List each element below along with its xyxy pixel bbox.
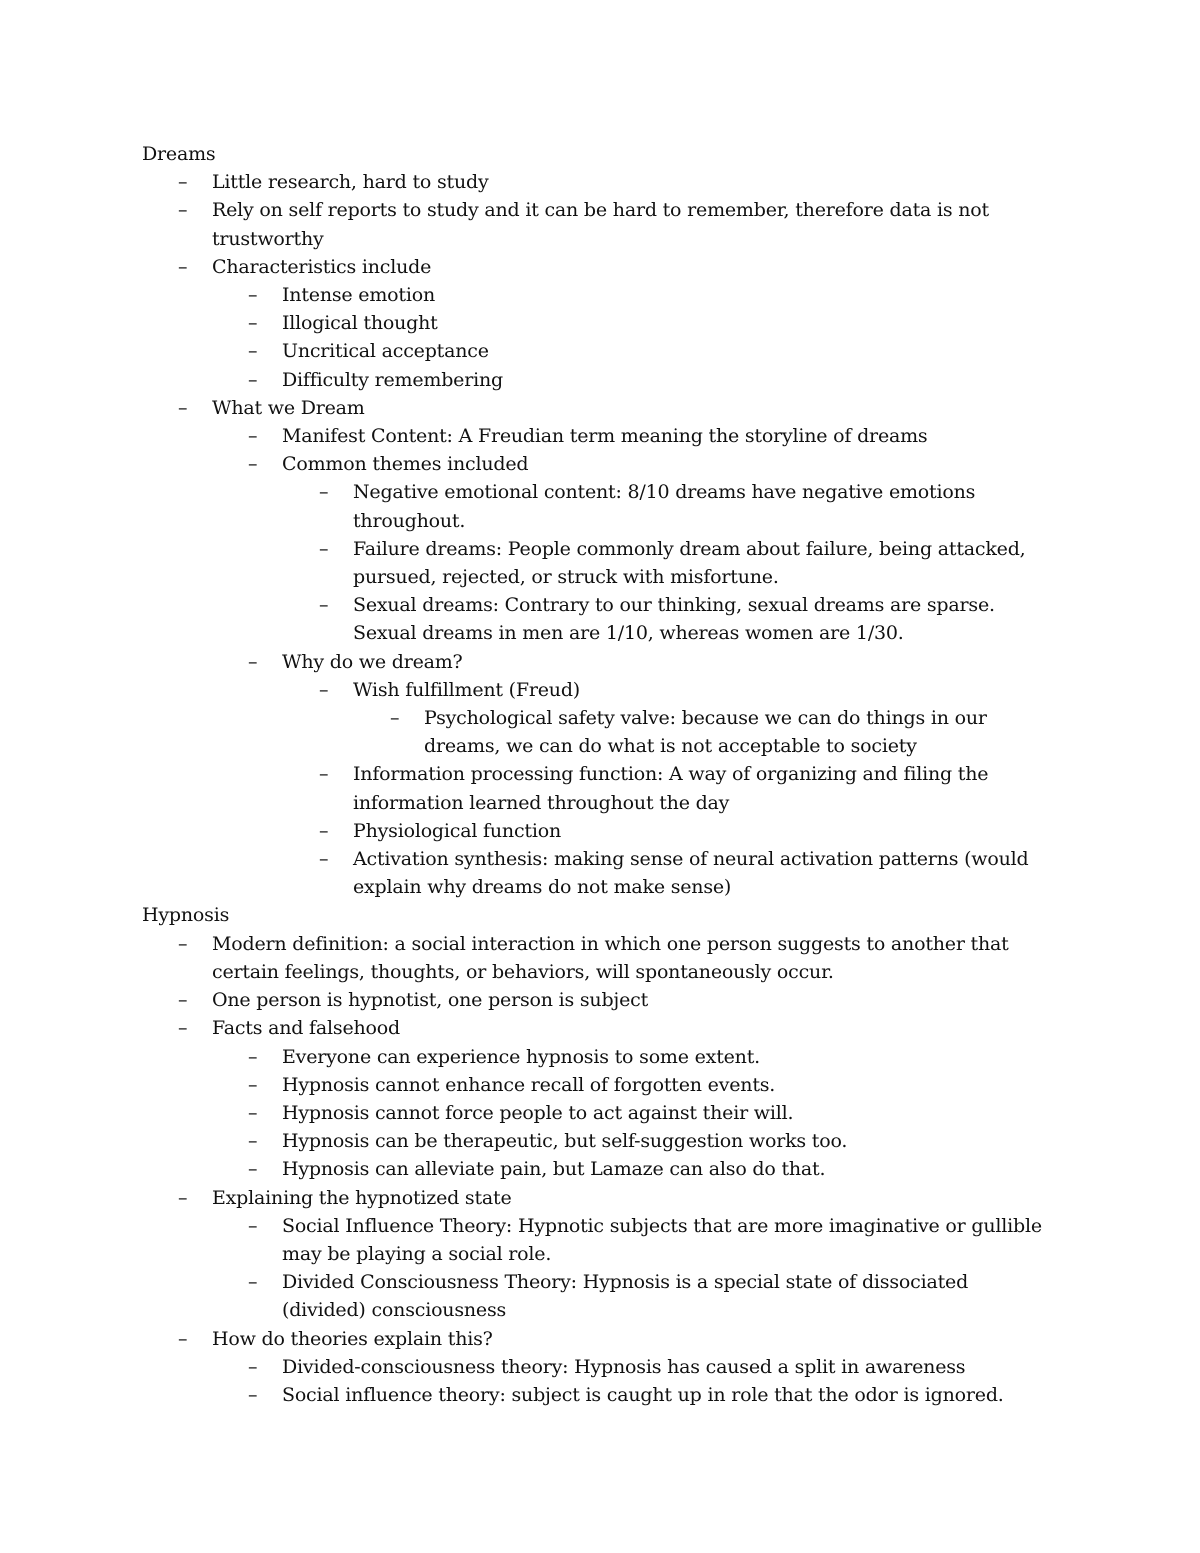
bullet-dash: –	[178, 1186, 188, 1209]
outline-item	[142, 986, 1100, 1014]
outline-item	[142, 676, 1100, 704]
outline-text: Manifest Content: A Freudian term meaning the storyline of dreams	[282, 425, 928, 448]
outline-text: Social Influence Theory: Hypnotic subjects that are more imaginative or gullible	[282, 1214, 1042, 1237]
outline-item	[142, 281, 1100, 309]
bullet-dash: –	[178, 171, 188, 194]
outline-item	[142, 394, 1100, 422]
outline-text: Psychological safety valve: because we can do things in our	[424, 707, 987, 730]
outline-text: Information processing function: A way of organizing and filing the	[353, 763, 989, 786]
outline-item	[142, 1184, 1100, 1212]
bullet-dash: –	[248, 1383, 258, 1406]
outline-item	[142, 591, 1100, 619]
outline-text: Divided Consciousness Theory: Hypnosis is a special state of dissociated	[282, 1271, 969, 1294]
outline-item	[142, 1353, 1100, 1381]
outline-text: What we Dream	[212, 396, 365, 419]
outline-text: Sexual dreams: Contrary to our thinking, sexual dreams are sparse.	[353, 594, 995, 617]
outline-text: certain feelings, thoughts, or behaviors, will spontaneously occur.	[212, 960, 834, 983]
outline-item	[142, 704, 1100, 732]
outline-text: Little research, hard to study	[212, 171, 489, 194]
outline-item	[142, 732, 1100, 760]
outline-item	[142, 563, 1100, 591]
bullet-dash: –	[248, 312, 258, 335]
outline-item	[142, 873, 1100, 901]
section-heading	[142, 901, 1100, 929]
bullet-dash: –	[248, 1073, 258, 1096]
outline-text: Activation synthesis: making sense of neural activation patterns (would	[353, 848, 1029, 871]
outline-text: (divided) consciousness	[282, 1299, 507, 1322]
outline-item	[142, 1127, 1100, 1155]
outline-item	[142, 958, 1100, 986]
bullet-dash: –	[319, 678, 329, 701]
outline-text: Facts and falsehood	[212, 1017, 400, 1040]
outline-text: Wish fulfillment (Freud)	[353, 678, 581, 701]
outline-text: Hypnosis cannot force people to act against their will.	[282, 1101, 794, 1124]
outline-text: dreams, we can do what is not acceptable to society	[424, 735, 917, 758]
outline-text: Intense emotion	[282, 284, 435, 307]
bullet-dash: –	[178, 989, 188, 1012]
outline-item	[142, 1296, 1100, 1324]
outline-item	[142, 450, 1100, 478]
outline-text: Rely on self reports to study and it can be hard to remember, therefore data is not	[212, 199, 989, 222]
outline-item	[142, 422, 1100, 450]
bullet-dash: –	[248, 425, 258, 448]
notes-outline	[142, 140, 1100, 1409]
outline-text: Explaining the hypnotized state	[212, 1186, 512, 1209]
outline-item	[142, 930, 1100, 958]
outline-text: Everyone can experience hypnosis to some extent.	[282, 1045, 760, 1068]
outline-text: Failure dreams: People commonly dream about failure, being attacked,	[353, 537, 1026, 560]
outline-text: How do theories explain this?	[212, 1327, 493, 1350]
outline-item	[142, 619, 1100, 647]
outline-item	[142, 225, 1100, 253]
bullet-dash: –	[178, 199, 188, 222]
bullet-dash: –	[248, 1130, 258, 1153]
outline-item	[142, 1099, 1100, 1127]
bullet-dash: –	[248, 284, 258, 307]
outline-item	[142, 309, 1100, 337]
outline-text: Sexual dreams in men are 1/10, whereas women are 1/30.	[353, 622, 904, 645]
outline-text: explain why dreams do not make sense)	[353, 876, 732, 899]
outline-text: Difficulty remembering	[282, 368, 503, 391]
outline-item	[142, 760, 1100, 788]
outline-text: Characteristics include	[212, 255, 432, 278]
outline-text: Negative emotional content: 8/10 dreams have negative emotions	[353, 481, 976, 504]
outline-item	[142, 1240, 1100, 1268]
outline-item	[142, 1212, 1100, 1240]
bullet-dash: –	[178, 932, 188, 955]
outline-item	[142, 845, 1100, 873]
outline-text: Uncritical acceptance	[282, 340, 489, 363]
bullet-dash: –	[319, 537, 329, 560]
bullet-dash: –	[248, 1101, 258, 1124]
bullet-dash: –	[319, 481, 329, 504]
bullet-dash: –	[319, 594, 329, 617]
outline-item	[142, 507, 1100, 535]
outline-text: Physiological function	[353, 819, 561, 842]
outline-item	[142, 478, 1100, 506]
bullet-dash: –	[178, 1327, 188, 1350]
outline-item	[142, 366, 1100, 394]
outline-item	[142, 1268, 1100, 1296]
outline-text: Social influence theory: subject is caught up in role that the odor is ignored.	[282, 1383, 1004, 1406]
outline-text: pursued, rejected, or struck with misfortune.	[353, 566, 779, 589]
outline-text: trustworthy	[212, 227, 324, 250]
outline-text: Divided-consciousness theory: Hypnosis has caused a split in awareness	[282, 1355, 966, 1378]
outline-item	[142, 789, 1100, 817]
outline-text: may be playing a social role.	[282, 1242, 552, 1265]
outline-text: Modern definition: a social interaction in which one person suggests to another that	[212, 932, 1009, 955]
bullet-dash: –	[248, 1214, 258, 1237]
outline-text: throughout.	[353, 509, 466, 532]
bullet-dash: –	[248, 1271, 258, 1294]
outline-item	[142, 535, 1100, 563]
outline-item	[142, 1325, 1100, 1353]
outline-text: Hypnosis can be therapeutic, but self-suggestion works too.	[282, 1130, 848, 1153]
outline-item	[142, 817, 1100, 845]
outline-item	[142, 1155, 1100, 1183]
outline-text: One person is hypnotist, one person is subject	[212, 989, 649, 1012]
bullet-dash: –	[390, 707, 400, 730]
outline-text: Illogical thought	[282, 312, 438, 335]
outline-text: Hypnosis cannot enhance recall of forgotten events.	[282, 1073, 776, 1096]
outline-text: Dreams	[142, 143, 216, 165]
bullet-dash: –	[319, 819, 329, 842]
outline-text: information learned throughout the day	[353, 791, 730, 814]
bullet-dash: –	[248, 340, 258, 363]
outline-text: Hypnosis can alleviate pain, but Lamaze can also do that.	[282, 1158, 826, 1181]
bullet-dash: –	[178, 396, 188, 419]
bullet-dash: –	[178, 255, 188, 278]
outline-item	[142, 1014, 1100, 1042]
bullet-dash: –	[248, 368, 258, 391]
bullet-dash: –	[248, 453, 258, 476]
outline-item	[142, 196, 1100, 224]
outline-item	[142, 1071, 1100, 1099]
outline-item	[142, 337, 1100, 365]
bullet-dash: –	[248, 1045, 258, 1068]
outline-item	[142, 1381, 1100, 1409]
bullet-dash: –	[248, 650, 258, 673]
outline-item	[142, 648, 1100, 676]
outline-item	[142, 168, 1100, 196]
outline-text: Why do we dream?	[282, 650, 463, 673]
bullet-dash: –	[248, 1158, 258, 1181]
bullet-dash: –	[319, 763, 329, 786]
outline-text: Hypnosis	[142, 904, 230, 927]
bullet-dash: –	[319, 848, 329, 871]
outline-text: Common themes included	[282, 453, 529, 476]
bullet-dash: –	[178, 1017, 188, 1040]
bullet-dash: –	[248, 1355, 258, 1378]
outline-item	[142, 1043, 1100, 1071]
section-heading	[142, 140, 1100, 168]
outline-item	[142, 253, 1100, 281]
